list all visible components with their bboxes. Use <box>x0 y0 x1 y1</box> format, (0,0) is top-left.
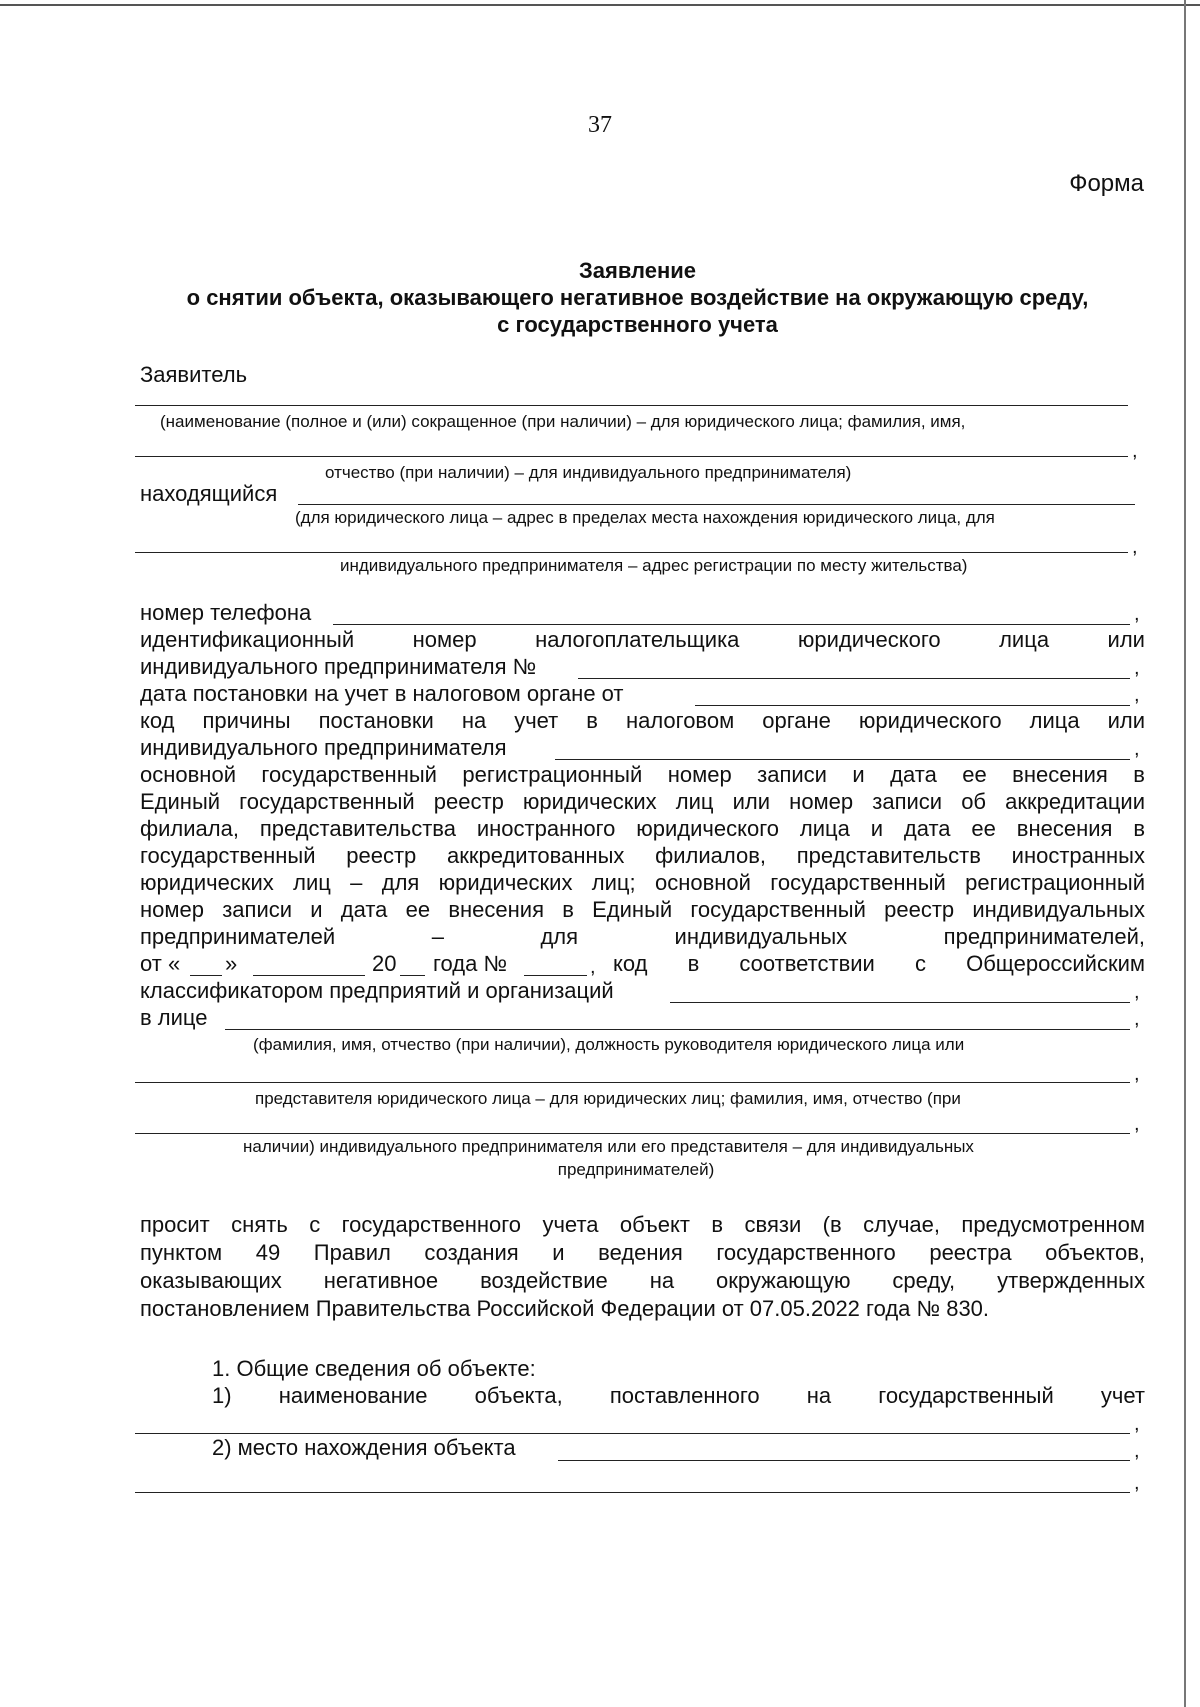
word: предпринимателей <box>140 924 336 949</box>
okpo-field[interactable] <box>670 1002 1130 1003</box>
caption-name1: (наименование (полное и (или) сокращенное (при наличии) – для юридического лица; фамилия, имя, <box>160 412 966 431</box>
word: индивидуальных <box>674 924 848 949</box>
word: юридического <box>797 627 941 652</box>
applicant-name-field-2[interactable] <box>135 456 1128 457</box>
word: наименование <box>278 1383 428 1408</box>
word: поставленного <box>609 1383 760 1408</box>
comma: , <box>1134 603 1140 625</box>
word: юридического <box>858 708 1002 733</box>
year-field[interactable] <box>400 975 425 976</box>
word: на <box>806 1383 832 1408</box>
ogrn-text: юридических лиц – для юридических лиц; основной государственный регистрационный <box>140 870 1145 895</box>
year-prefix: 20 <box>372 951 397 976</box>
classifier-label: классификатором предприятий и организаций <box>140 978 614 1003</box>
item2-label: 2) место нахождения объекта <box>212 1435 516 1460</box>
number-field[interactable] <box>524 975 587 976</box>
caption-person3: наличии) индивидуального предпринимателя или его представителя – для индивидуальных <box>243 1137 974 1156</box>
word: для <box>540 924 579 949</box>
word: соответствии <box>739 951 875 976</box>
object-location-field-2[interactable] <box>135 1492 1130 1493</box>
in-person-label: в лице <box>140 1005 208 1030</box>
caption-name2: отчество (при наличии) – для индивидуального предпринимателя) <box>325 463 852 482</box>
comma: , <box>1134 1063 1140 1085</box>
request-text: просит снять с государственного учета объект в связи (в случае, предусмотренном <box>140 1212 1145 1237</box>
word: код <box>140 708 175 733</box>
word: предпринимателей, <box>943 924 1145 949</box>
phone-label: номер телефона <box>140 600 312 625</box>
request-text: пунктом 49 Правил создания и ведения государственного реестра объектов, <box>140 1240 1145 1265</box>
ogrn-line <box>140 789 1145 815</box>
object-name-field[interactable] <box>135 1433 1130 1434</box>
address-field-2[interactable] <box>135 552 1128 553</box>
ogrn-line <box>140 897 1145 923</box>
document-title-line2: о снятии объекта, оказывающего негативное воздействие на окружающую среду, <box>186 285 1089 310</box>
document-title-line3: с государственного учета <box>497 312 778 337</box>
person-field-2[interactable] <box>135 1082 1130 1083</box>
word: причины <box>202 708 291 733</box>
month-field[interactable] <box>253 975 365 976</box>
ogrn-last-line <box>140 924 1145 950</box>
word: налоговом <box>625 708 735 733</box>
word: государственный <box>878 1383 1054 1408</box>
comma: , <box>1134 738 1140 760</box>
comma: , <box>1134 1472 1140 1494</box>
ogrn-line <box>140 870 1145 896</box>
comma: , <box>1134 981 1140 1003</box>
word: лица <box>999 627 1050 652</box>
comma: , <box>1134 1008 1140 1030</box>
scan-border-top <box>0 4 1200 6</box>
object-location-field[interactable] <box>558 1460 1130 1461</box>
ogrn-text: филиала, представительства иностранного юридического лица и дата ее внесения в <box>140 816 1145 841</box>
word: объекта, <box>474 1383 563 1408</box>
ogrn-text: государственный реестр аккредитованных филиалов, представительств иностранных <box>140 843 1145 868</box>
request-last-line: постановлением Правительства Российской Федерации от 07.05.2022 года № 830. <box>140 1296 990 1321</box>
day-field[interactable] <box>190 975 222 976</box>
word: учет <box>1100 1383 1145 1408</box>
from-close: » <box>225 951 238 976</box>
caption-person4: предпринимателей) <box>557 1160 715 1179</box>
form-label: Форма <box>1069 170 1144 197</box>
comma: , <box>1134 1440 1140 1462</box>
kpp-line1 <box>140 708 1145 734</box>
ogrn-line <box>140 816 1145 842</box>
from-prefix: от « <box>140 951 181 976</box>
inn-label: индивидуального предпринимателя № <box>140 654 537 679</box>
word: учет <box>514 708 559 733</box>
reg-date-label: дата постановки на учет в налоговом органе от <box>140 681 624 706</box>
word: или <box>1107 708 1145 733</box>
kpp-label: индивидуального предпринимателя <box>140 735 507 760</box>
person-field[interactable] <box>225 1029 1130 1030</box>
comma: , <box>1134 1413 1140 1435</box>
word: постановки <box>318 708 434 733</box>
request-text: оказывающих негативное воздействие на окружающую среду, утвержденных <box>140 1268 1145 1293</box>
reg-date-field[interactable] <box>695 705 1130 706</box>
caption-person2: представителя юридического лица – для юридических лиц; фамилия, имя, отчество (при <box>255 1089 961 1108</box>
word: идентификационный <box>140 627 355 652</box>
comma: , <box>1134 684 1140 706</box>
page-number: 37 <box>588 112 612 138</box>
located-label: находящийся <box>140 481 278 506</box>
kpp-field[interactable] <box>555 759 1130 760</box>
year-suffix: года № <box>433 951 508 976</box>
inn-field[interactable] <box>578 678 1130 679</box>
word: Общероссийским <box>966 951 1145 976</box>
scan-border-right <box>1184 0 1186 1707</box>
word: в <box>586 708 598 733</box>
comma: , <box>1132 440 1138 462</box>
comma: , <box>590 956 596 978</box>
caption-person1: (фамилия, имя, отчество (при наличии), должность руководителя юридического лица или <box>253 1035 965 1054</box>
applicant-label: Заявитель <box>140 362 248 387</box>
ogrn-text: номер записи и дата ее внесения в Единый государственный реестр индивидуальных <box>140 897 1145 922</box>
document-title: Заявление <box>578 258 697 283</box>
item1-line <box>212 1383 1145 1409</box>
applicant-name-field[interactable] <box>135 405 1128 406</box>
word: – <box>431 924 444 949</box>
section1-heading: 1. Общие сведения об объекте: <box>212 1356 536 1381</box>
word: 1) <box>212 1383 232 1408</box>
word: или <box>1107 627 1145 652</box>
person-field-3[interactable] <box>135 1133 1130 1134</box>
word: с <box>914 951 926 976</box>
inn-line1 <box>140 627 1145 653</box>
ogrn-line <box>140 843 1145 869</box>
word: органе <box>762 708 831 733</box>
word: налогоплательщика <box>535 627 740 652</box>
word: в <box>687 951 700 976</box>
comma: , <box>1132 536 1138 558</box>
caption-address1: (для юридического лица – адрес в пределах места нахождения юридического лица, для <box>295 508 995 527</box>
comma: , <box>1134 1113 1140 1135</box>
address-field[interactable] <box>298 504 1135 505</box>
caption-address2: индивидуального предпринимателя – адрес регистрации по месту жительства) <box>340 556 968 575</box>
ogrn-line <box>140 762 1145 788</box>
word: на <box>461 708 487 733</box>
word: код <box>613 951 648 976</box>
phone-field[interactable] <box>333 624 1130 625</box>
ogrn-text: Единый государственный реестр юридических лиц или номер записи об аккредитации <box>140 789 1145 814</box>
okpo-line <box>613 951 1145 977</box>
request-line <box>140 1240 1145 1266</box>
comma: , <box>1134 657 1140 679</box>
word: лица <box>1029 708 1080 733</box>
request-line <box>140 1268 1145 1294</box>
request-line <box>140 1212 1145 1238</box>
ogrn-text: основной государственный регистрационный номер записи и дата ее внесения в <box>140 762 1145 787</box>
word: номер <box>412 627 477 652</box>
